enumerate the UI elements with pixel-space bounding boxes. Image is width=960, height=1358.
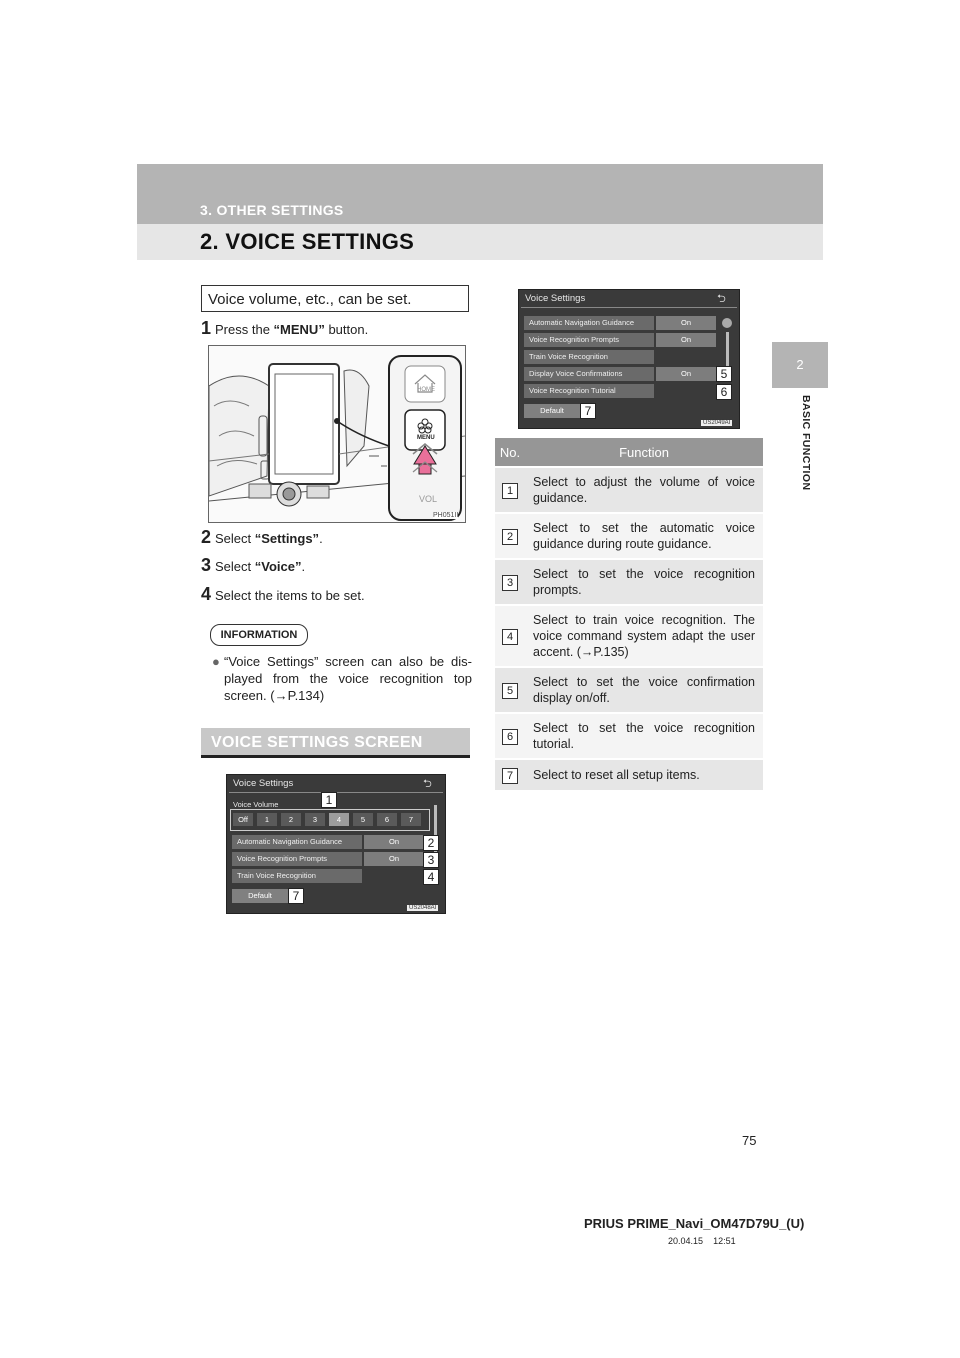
- row-function: Select to adjust the volume of voice guidance.: [525, 467, 763, 513]
- callout-3: 3: [423, 852, 439, 868]
- step-number: 4: [201, 584, 212, 604]
- table-row: [495, 713, 763, 759]
- auto-nav-guidance-value[interactable]: On: [656, 316, 716, 330]
- step-number: 3: [201, 555, 212, 575]
- figure-code: US2048AI: [409, 905, 437, 911]
- voice-prompts-value[interactable]: On: [364, 852, 424, 866]
- volume-1-button[interactable]: 1: [257, 813, 277, 826]
- display-confirmations-value[interactable]: On: [656, 367, 716, 381]
- information-text: “Voice Settings” screen can also be dis-played from the voice recognition top screen. (→P.134): [224, 654, 472, 703]
- screen-title: Voice Settings: [525, 293, 586, 304]
- step-text: Select: [215, 559, 255, 574]
- bullet-icon: ●: [212, 654, 220, 669]
- volume-5-button[interactable]: 5: [353, 813, 373, 826]
- display-confirmations-row[interactable]: Display Voice Confirmations: [524, 367, 654, 381]
- footer-date: 20.04.15: [668, 1236, 704, 1246]
- row-function: Select to set the voice recognition prompts.: [525, 559, 763, 605]
- figure-code: PH051II: [433, 512, 459, 519]
- volume-4-button[interactable]: 4: [329, 813, 349, 826]
- step-text: Select the items to be set.: [215, 588, 365, 603]
- screen-title: Voice Settings: [233, 778, 294, 789]
- step-text: Press the: [215, 322, 274, 337]
- auto-nav-guidance-value[interactable]: On: [364, 835, 424, 849]
- step-bold: “MENU”: [273, 322, 325, 337]
- voice-tutorial-row[interactable]: Voice Recognition Tutorial: [524, 384, 654, 398]
- footer-title: PRIUS PRIME_Navi_OM47D79U_(U): [584, 1216, 805, 1231]
- chapter-tab-label: BASIC FUNCTION: [800, 395, 812, 491]
- section-label: 3. OTHER SETTINGS: [200, 202, 344, 218]
- row-function: Select to set the voice recognition tutorial.: [525, 713, 763, 759]
- page-title: 2. VOICE SETTINGS: [200, 229, 415, 254]
- page-number: 75: [742, 1133, 757, 1148]
- row-function: Select to set the automatic voice guidance during route guidance.: [525, 513, 763, 559]
- step-text-end: .: [301, 559, 306, 574]
- callout-7: 7: [580, 403, 596, 419]
- voice-settings-screen-1: [226, 774, 446, 914]
- volume-off-button[interactable]: Off: [233, 813, 253, 826]
- function-table: [495, 438, 763, 790]
- vol-label: VOL: [419, 494, 438, 504]
- information-tag: INFORMATION: [210, 624, 308, 646]
- table-row: [495, 759, 763, 790]
- step-number: 2: [201, 527, 212, 547]
- step-3: [201, 555, 305, 576]
- default-button[interactable]: Default: [524, 404, 580, 418]
- step-2: [201, 527, 323, 548]
- step-1: [201, 318, 368, 339]
- footer-time: 12:51: [713, 1236, 736, 1246]
- table-row: [495, 513, 763, 559]
- dashboard-figure: [208, 345, 466, 523]
- title-divider: [521, 307, 737, 308]
- voice-prompts-value[interactable]: On: [656, 333, 716, 347]
- callout-5: 5: [716, 366, 732, 382]
- row-function: Select to reset all setup items.: [525, 759, 763, 790]
- row-number: 1: [502, 483, 518, 499]
- step-bold: “Settings”: [254, 531, 320, 546]
- voice-prompts-row[interactable]: Voice Recognition Prompts: [524, 333, 654, 347]
- callout-1: 1: [321, 792, 337, 808]
- auto-nav-guidance-row[interactable]: Automatic Navigation Guidance: [232, 835, 362, 849]
- step-number: 1: [201, 318, 212, 338]
- step-text-end: button.: [324, 322, 369, 337]
- table-row: [495, 467, 763, 513]
- volume-label: Voice Volume: [233, 800, 279, 809]
- volume-6-button[interactable]: 6: [377, 813, 397, 826]
- table-row: [495, 559, 763, 605]
- row-number: 2: [502, 529, 518, 545]
- home-label: HOME: [417, 387, 435, 393]
- volume-7-button[interactable]: 7: [401, 813, 421, 826]
- train-voice-row[interactable]: Train Voice Recognition: [524, 350, 654, 364]
- chapter-tab-number: 2: [772, 342, 828, 388]
- scroll-up-icon[interactable]: [722, 318, 732, 328]
- back-arrow-icon[interactable]: ⮌: [717, 293, 726, 305]
- table-header-function: Function: [525, 438, 763, 467]
- row-number: 4: [502, 629, 518, 645]
- row-function: Select to train voice recognition. The voice command system adapt the user accent. (→P.135): [525, 605, 763, 667]
- footer-timestamp: [668, 1236, 736, 1246]
- row-number: 7: [502, 768, 518, 784]
- volume-2-button[interactable]: 2: [281, 813, 301, 826]
- intro-box: Voice volume, etc., can be set.: [201, 285, 469, 312]
- callout-7: 7: [288, 888, 304, 904]
- step-text-end: .: [319, 531, 323, 546]
- step-text: Select: [215, 531, 255, 546]
- callout-4: 4: [423, 869, 439, 885]
- table-row: [495, 605, 763, 667]
- volume-3-button[interactable]: 3: [305, 813, 325, 826]
- step-bold: “Voice”: [254, 559, 302, 574]
- table-header-no: No.: [495, 438, 525, 467]
- callout-2: 2: [423, 835, 439, 851]
- train-voice-row[interactable]: Train Voice Recognition: [232, 869, 362, 883]
- voice-settings-screen-2: [518, 289, 740, 429]
- row-number: 5: [502, 683, 518, 699]
- figure-code: US2049AI: [703, 420, 731, 426]
- voice-prompts-row[interactable]: Voice Recognition Prompts: [232, 852, 362, 866]
- row-number: 3: [502, 575, 518, 591]
- table-row: [495, 667, 763, 713]
- step-4: [201, 584, 365, 605]
- section-heading: VOICE SETTINGS SCREEN: [201, 728, 470, 758]
- callout-6: 6: [716, 384, 732, 400]
- menu-label: MENU: [417, 435, 435, 441]
- back-arrow-icon[interactable]: ⮌: [423, 778, 432, 790]
- default-button[interactable]: Default: [232, 889, 288, 903]
- row-number: 6: [502, 729, 518, 745]
- row-function: Select to set the voice confirmation display on/off.: [525, 667, 763, 713]
- auto-nav-guidance-row[interactable]: Automatic Navigation Guidance: [524, 316, 654, 330]
